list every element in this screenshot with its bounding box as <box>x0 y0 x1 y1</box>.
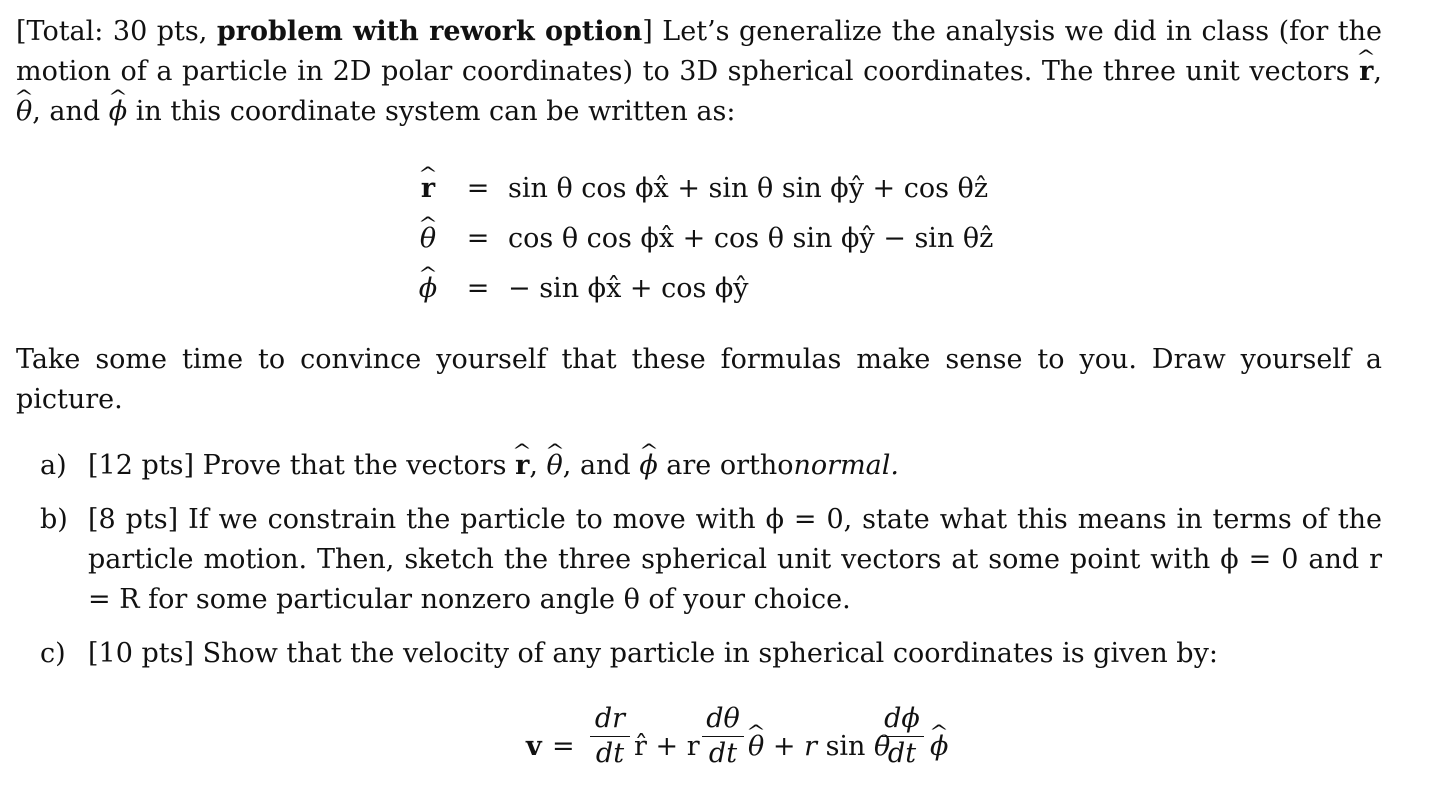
eq-r-sign: = <box>466 173 490 204</box>
f3-numerator: dϕ <box>884 703 920 734</box>
part-a-r-hat: ^ r <box>515 446 529 486</box>
eq-phi-rhs: − sin ϕx̂ + cos ϕŷ <box>508 273 749 304</box>
fraction-dtheta-dt <box>702 704 744 769</box>
r-hat-symbol: ^ r <box>1359 52 1373 92</box>
fraction-dphi-dt <box>880 704 924 769</box>
eq-theta-rhs: cos θ cos ϕx̂ + cos θ sin ϕŷ − sin θẑ <box>508 223 994 254</box>
f3-denominator: dt <box>887 738 917 769</box>
eq-r-lhs: ^ r <box>421 164 435 214</box>
part-a-and: , and <box>562 450 640 481</box>
velocity-phi-hat: ^ ϕ <box>930 730 948 764</box>
intro-bracket: [Total: 30 pts, <box>16 16 217 47</box>
phi-hat-symbol: ^ ϕ <box>109 92 127 132</box>
intro-bold-phrase: problem with rework option <box>216 16 643 47</box>
part-b <box>40 500 1382 620</box>
part-b-label: b) <box>40 504 68 535</box>
part-a-text <box>88 446 1382 486</box>
eq-phi-sign: = <box>466 273 490 304</box>
intro-and: , and <box>32 96 109 127</box>
part-a-phi-hat: ^ ϕ <box>639 446 657 486</box>
intro-paragraph <box>16 12 1382 132</box>
eq-theta-sign: = <box>466 223 490 254</box>
f2-denominator: dt <box>708 738 738 769</box>
part-a-emphasis: normal. <box>793 450 899 481</box>
part-c-label: c) <box>40 638 66 669</box>
velocity-term-1: r̂ + r <box>634 731 700 762</box>
velocity-v: v <box>526 731 542 762</box>
intro-tail: in this coordinate system can be written as: <box>127 96 736 127</box>
f2-numerator: dθ <box>706 703 740 734</box>
convince-paragraph: Take some time to convince yourself that these formulas make sense to you. Draw yourself a picture. <box>16 344 1382 415</box>
part-c <box>40 634 1382 674</box>
eq-phi-lhs: ^ ϕ <box>419 264 437 314</box>
eq-r-rhs: sin θ cos ϕx̂ + sin θ sin ϕŷ + cos θẑ <box>508 173 989 204</box>
part-a <box>40 446 1382 486</box>
f1-numerator: dr <box>594 703 626 734</box>
part-a-theta-hat: ^ θ <box>547 446 563 486</box>
part-a-pre: [12 pts] Prove that the vectors <box>88 450 516 481</box>
fraction-dr-dt <box>590 704 630 769</box>
part-b-text: [8 pts] If we constrain the particle to move with ϕ = 0, state what this means in terms of the particle motion. Then, sketch the three spherical unit vectors at some point with ϕ = 0 and r = R for some particular nonzero angle θ of your choice. <box>88 504 1382 615</box>
intro-comma: , <box>1373 56 1382 87</box>
intro-rest: ] Let’s generalize the analysis we did in class (for the motion of a particle in 2D polar coordinates) to 3D spherical coordinates. The three unit vectors <box>16 16 1383 87</box>
f1-denominator: dt <box>595 738 625 769</box>
velocity-equals: = <box>552 731 575 762</box>
velocity-theta-hat: ^ θ <box>748 730 764 764</box>
part-c-text: [10 pts] Show that the velocity of any particle in spherical coordinates is given by: <box>88 638 1218 669</box>
velocity-term-2: ^ θ + r sin θ <box>748 730 890 764</box>
part-a-label: a) <box>40 450 67 481</box>
part-a-mid: are ortho <box>657 450 794 481</box>
velocity-term-3 <box>930 730 948 764</box>
theta-hat-symbol: ^ θ <box>16 92 32 132</box>
part-a-comma: , <box>529 450 547 481</box>
velocity-equation <box>520 704 1080 790</box>
eq-theta-lhs: ^ θ <box>420 214 436 264</box>
